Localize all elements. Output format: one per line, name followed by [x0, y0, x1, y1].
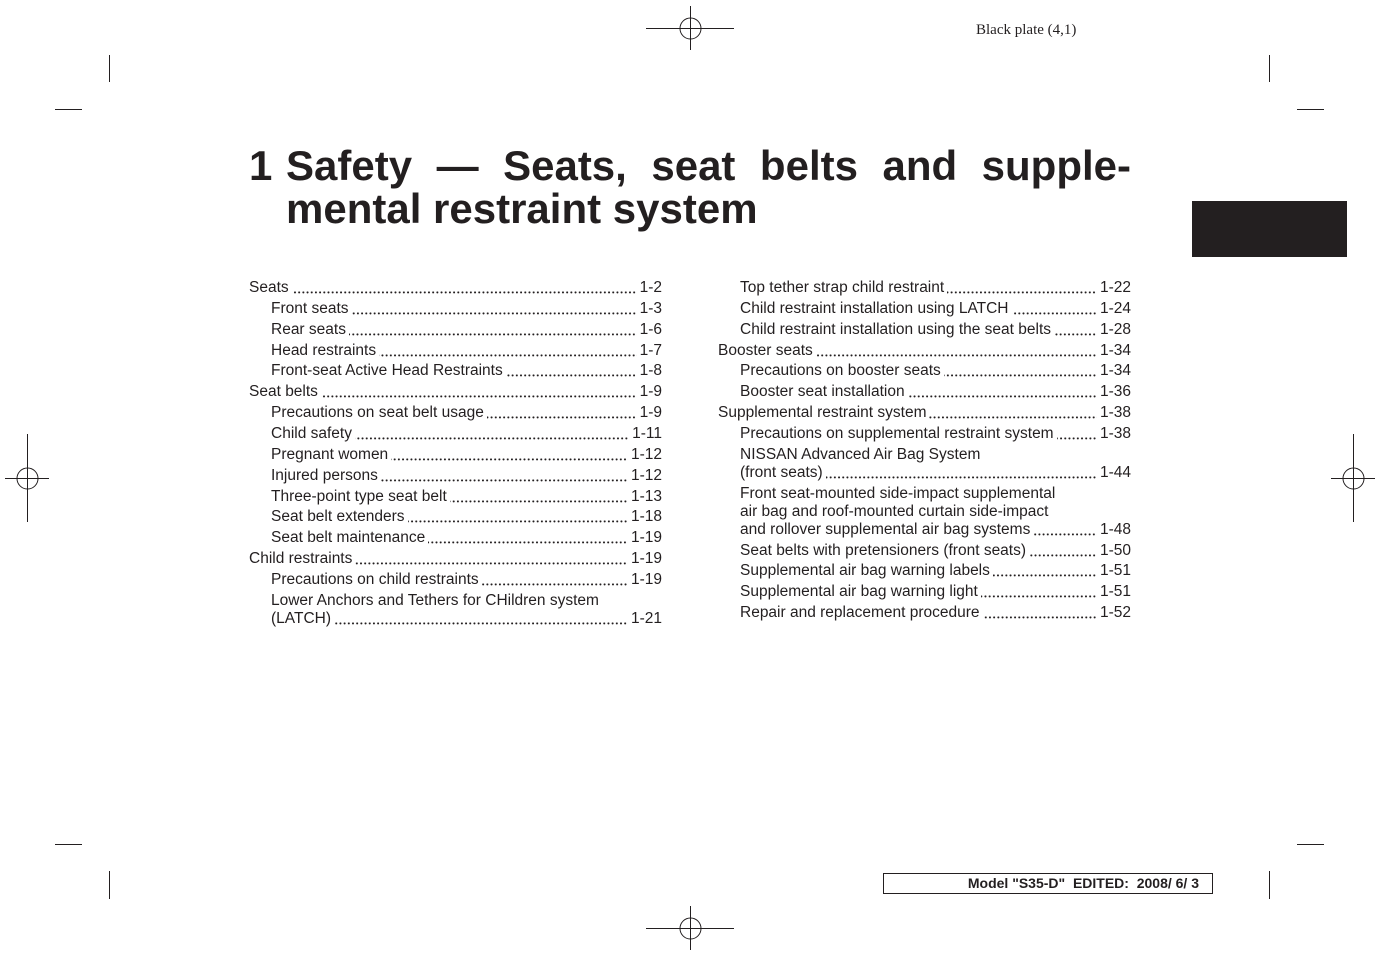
dot-leader: [506, 362, 637, 380]
toc-subsection-entry: [718, 446, 1131, 482]
toc-entry-text: Front-seat Active Head Restraints: [271, 362, 503, 380]
toc-page-number: 1-9: [639, 404, 662, 422]
registration-mark-right: [1331, 434, 1375, 522]
registration-mark-top: [646, 6, 734, 50]
toc-page-number: 1-52: [1099, 604, 1131, 622]
toc-page-number: 1-34: [1099, 362, 1131, 380]
dot-leader: [391, 446, 628, 464]
toc-entry-text: Injured persons: [271, 466, 378, 484]
toc-subsection-entry: [718, 604, 1131, 622]
dot-leader: [981, 583, 1097, 601]
toc-entry-text: Supplemental air bag warning labels: [740, 562, 990, 580]
toc-subsection-entry: [249, 446, 662, 464]
registration-mark-left: [5, 434, 49, 522]
toc-entry-row: [271, 610, 662, 628]
toc-entry-row: [249, 383, 662, 401]
toc-subsection-entry: [249, 321, 662, 339]
toc-entry-text: Booster seat installation: [740, 383, 905, 401]
toc-page-number: 1-38: [1099, 425, 1131, 443]
toc-page-number: 1-12: [630, 466, 662, 484]
toc-subsection-entry: [718, 542, 1131, 560]
toc-subsection-entry: [718, 485, 1131, 539]
toc-entry-row: [271, 300, 662, 318]
toc-entry-row: [718, 404, 1131, 422]
toc-entry-text: Child safety: [271, 425, 352, 443]
toc-entry-row: [740, 383, 1131, 401]
dot-leader: [334, 610, 628, 628]
toc-entry-row: [740, 464, 1131, 482]
toc-entry-row: [271, 488, 662, 506]
toc-page-number: 1-11: [632, 425, 662, 443]
toc-subsection-entry: [249, 529, 662, 547]
toc-subsection-entry: [718, 425, 1131, 443]
toc-entry-text: Child restraint installation using LATCH: [740, 299, 1009, 317]
toc-subsection-entry: [249, 342, 662, 360]
crop-mark-bottom-right: [1270, 845, 1325, 900]
chapter-heading: [249, 144, 1131, 230]
dot-leader: [983, 604, 1097, 622]
toc-entry-text: Repair and replacement procedure: [740, 604, 980, 622]
toc-entry-row: [740, 362, 1131, 380]
dot-leader: [349, 321, 637, 339]
toc-entry-text: Child restraint installation using the seat belts: [740, 320, 1052, 338]
toc-entry-row: [718, 342, 1131, 360]
toc-section-entry: [249, 550, 662, 568]
toc-entry-text: Seat belt maintenance: [271, 529, 426, 547]
toc-entry-text: Top tether strap child restraint: [740, 279, 945, 296]
toc-entry-text: Pregnant women: [271, 445, 389, 463]
toc-subsection-entry: [249, 425, 662, 443]
toc-subsection-entry: [249, 362, 662, 380]
toc-page-number: 1-22: [1099, 279, 1131, 296]
toc-entry-row: [740, 521, 1131, 539]
toc-subsection-entry: [718, 583, 1131, 601]
toc-page-number: 1-36: [1099, 383, 1131, 401]
dot-leader: [321, 383, 637, 401]
toc-page-number: 1-19: [630, 550, 662, 568]
toc-section-entry: [718, 404, 1131, 422]
chapter-thumb-tab: [1192, 201, 1347, 257]
toc-entry-text: Supplemental air bag warning light: [740, 583, 978, 601]
toc-entry-row: [740, 279, 1131, 297]
toc-page-number: 1-2: [639, 279, 662, 296]
dot-leader: [826, 464, 1097, 482]
toc-page-number: 1-51: [1099, 562, 1131, 580]
toc-entry-row: [249, 279, 662, 297]
toc-page-number: 1-18: [630, 508, 662, 526]
toc-page-number: 1-12: [630, 445, 662, 463]
toc-page-number: 1-19: [630, 571, 662, 589]
dot-leader: [292, 279, 637, 297]
dot-leader: [408, 508, 628, 526]
dot-leader: [1012, 300, 1097, 318]
toc-entry-text: Rear seats: [271, 320, 346, 338]
toc-page-number: 1-9: [639, 383, 662, 401]
toc-page-number: 1-28: [1099, 320, 1131, 338]
toc-entry-text: Seat belt extenders: [271, 508, 405, 526]
toc-entry-text: Lower Anchors and Tethers for CHildren system: [271, 591, 599, 609]
toc-entry-text: (LATCH): [271, 609, 331, 627]
toc-entry-row: [271, 571, 662, 589]
chapter-title-line-2: mental restraint system: [286, 185, 758, 232]
toc-entry-text: Seat belts with pretensioners (front seats): [740, 541, 1027, 559]
toc-entry-row: [271, 362, 662, 380]
toc-subsection-entry: [718, 362, 1131, 380]
dot-leader: [352, 300, 637, 318]
toc-page-number: 1-44: [1099, 463, 1131, 481]
toc-page-number: 1-6: [639, 320, 662, 338]
toc-section-entry: [249, 279, 662, 297]
toc-page-number: 1-34: [1099, 341, 1131, 359]
toc-page-number: 1-21: [630, 609, 662, 627]
dot-leader: [450, 488, 628, 506]
toc-column-right: [718, 279, 1131, 625]
toc-subsection-entry: [718, 279, 1131, 297]
dot-leader: [1054, 321, 1097, 339]
dot-leader: [1029, 542, 1097, 560]
toc-entry-text: Booster seats: [718, 341, 813, 359]
dot-leader: [428, 529, 628, 547]
toc-page-number: 1-19: [630, 529, 662, 547]
toc-page-number: 1-50: [1099, 541, 1131, 559]
toc-entry-text: Head restraints: [271, 341, 377, 359]
toc-section-entry: [249, 383, 662, 401]
dot-leader: [1057, 425, 1097, 443]
toc-subsection-entry: [718, 562, 1131, 580]
toc-page-number: 1-48: [1099, 520, 1131, 538]
toc-entry-row: [740, 604, 1131, 622]
toc-entry-text: Front seat-mounted side-impact supplemental: [740, 484, 1056, 502]
chapter-title-line-1: Safety — Seats, seat belts and supple-: [286, 142, 1131, 189]
toc-entry-text: Front seats: [271, 299, 349, 317]
toc-subsection-entry: [718, 300, 1131, 318]
toc-page-number: 1-3: [639, 299, 662, 317]
dot-leader: [947, 279, 1097, 297]
dot-leader: [929, 404, 1096, 422]
toc-column-left: [249, 279, 662, 631]
toc-entry-row: [271, 529, 662, 547]
dot-leader: [381, 467, 628, 485]
toc-entry-text: Child restraints: [249, 550, 353, 568]
toc-subsection-entry: [249, 467, 662, 485]
toc-entry-text: Seats: [249, 279, 289, 296]
crop-mark-top-left: [55, 55, 110, 110]
toc-entry-row: [271, 404, 662, 422]
toc-subsection-entry: [249, 571, 662, 589]
toc-subsection-entry: [718, 383, 1131, 401]
toc-entry-row: [740, 321, 1131, 339]
crop-mark-bottom-left: [55, 845, 110, 900]
toc-entry-text: NISSAN Advanced Air Bag System: [740, 445, 981, 463]
dot-leader: [379, 342, 636, 360]
dot-leader: [355, 550, 628, 568]
dot-leader: [816, 342, 1097, 360]
toc-entry-row: [271, 446, 662, 464]
toc-entry-text: Three-point type seat belt: [271, 487, 447, 505]
toc-page-number: 1-13: [630, 487, 662, 505]
toc-entry-row: [740, 583, 1131, 601]
toc-entry-text: Seat belts: [249, 383, 318, 401]
toc-entry-text: Precautions on child restraints: [271, 571, 479, 589]
toc-page-number: 1-8: [639, 362, 662, 380]
model-edit-stamp: Model "S35-D" EDITED: 2008/ 6/ 3: [883, 873, 1213, 894]
toc-entry-row: [271, 321, 662, 339]
toc-page-number: 1-51: [1099, 583, 1131, 601]
toc-subsection-entry: [249, 508, 662, 526]
dot-leader: [487, 404, 637, 422]
toc-entry-row: [740, 562, 1131, 580]
toc-entry-row: [249, 550, 662, 568]
toc-entry-text: Precautions on seat belt usage: [271, 404, 484, 422]
dot-leader: [1033, 521, 1097, 539]
toc-subsection-entry: [249, 300, 662, 318]
toc-entry-row: [740, 300, 1131, 318]
toc-entry-row: [271, 508, 662, 526]
toc-page-number: 1-38: [1099, 404, 1131, 422]
toc-entry-row: [740, 425, 1131, 443]
toc-entry-row: [271, 425, 662, 443]
plate-label: Black plate (4,1): [976, 22, 1077, 38]
toc-entry-row: [740, 542, 1131, 560]
toc-subsection-entry: [249, 488, 662, 506]
toc-entry-text: air bag and roof-mounted curtain side-impact: [740, 502, 1049, 520]
toc-entry-row: [271, 467, 662, 485]
toc-entry-text: and rollover supplemental air bag systems: [740, 520, 1031, 538]
toc-page-number: 1-24: [1099, 299, 1131, 317]
dot-leader: [908, 383, 1097, 401]
toc-entry-text: Precautions on booster seats: [740, 362, 941, 380]
crop-mark-top-right: [1270, 55, 1325, 110]
dot-leader: [355, 425, 629, 443]
dot-leader: [944, 362, 1097, 380]
toc-section-entry: [718, 342, 1131, 360]
toc-entry-text: Precautions on supplemental restraint system: [740, 425, 1054, 443]
dot-leader: [482, 571, 628, 589]
toc-entry-row: [271, 342, 662, 360]
toc-subsection-entry: [249, 404, 662, 422]
toc-subsection-entry: [718, 321, 1131, 339]
toc-entry-text: (front seats): [740, 463, 823, 481]
dot-leader: [993, 562, 1097, 580]
registration-mark-bottom: [646, 906, 734, 950]
toc-entry-text: Supplemental restraint system: [718, 404, 927, 422]
toc-subsection-entry: [249, 592, 662, 628]
chapter-number: 1: [249, 142, 273, 189]
chapter-title: [286, 144, 1131, 230]
toc-page-number: 1-7: [639, 341, 662, 359]
